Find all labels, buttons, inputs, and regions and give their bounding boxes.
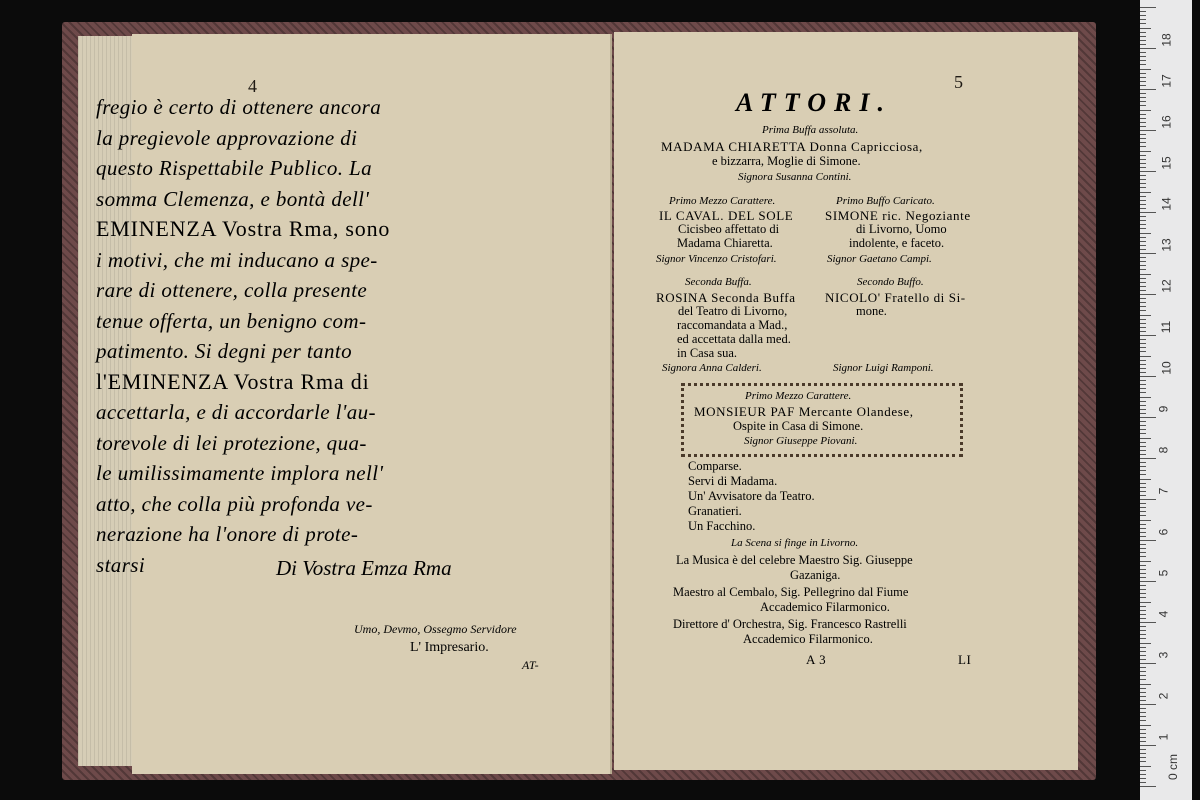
ruler-tick bbox=[1140, 458, 1156, 459]
ruler-tick bbox=[1140, 220, 1146, 221]
closing-formula: Di Vostra Emza Rma bbox=[276, 556, 452, 580]
ruler-tick bbox=[1140, 327, 1146, 328]
ruler-tick bbox=[1140, 315, 1151, 316]
ruler-label: 17 bbox=[1159, 74, 1174, 88]
ruler-tick bbox=[1140, 548, 1146, 549]
ruler-tick bbox=[1140, 224, 1146, 225]
left-page-text bbox=[96, 92, 526, 580]
extras-item: Comparse. bbox=[688, 459, 742, 473]
singer-name: Signor Giuseppe Piovani. bbox=[744, 435, 858, 447]
ruler-tick bbox=[1140, 151, 1151, 152]
ruler-tick bbox=[1140, 122, 1146, 123]
ruler-tick bbox=[1140, 368, 1146, 369]
text-line: l'EMINENZA Vostra Rma di bbox=[96, 368, 370, 394]
ruler-tick bbox=[1140, 499, 1156, 500]
ruler-tick bbox=[1140, 384, 1146, 385]
ruler-tick bbox=[1140, 581, 1156, 582]
ruler-label: 13 bbox=[1159, 238, 1174, 252]
text-line: atto, che colla più profonda ve- bbox=[96, 491, 373, 516]
text-line: le umilissimamente implora nell' bbox=[96, 461, 384, 485]
scene-note: La Scena si finge in Livorno. bbox=[731, 537, 859, 549]
ruler-tick bbox=[1140, 602, 1151, 603]
ruler-tick bbox=[1140, 786, 1156, 787]
ruler-tick bbox=[1140, 204, 1146, 205]
ruler-tick bbox=[1140, 454, 1146, 455]
role-name: SIMONE ric. Negoziante bbox=[825, 208, 971, 223]
ruler-tick bbox=[1140, 515, 1146, 516]
ruler-tick bbox=[1140, 261, 1146, 262]
ruler-tick bbox=[1140, 155, 1146, 156]
ruler-tick bbox=[1140, 192, 1151, 193]
ruler-tick bbox=[1140, 77, 1146, 78]
singer-name: Signora Susanna Contini. bbox=[738, 171, 852, 183]
ruler-tick bbox=[1140, 237, 1146, 238]
ruler-tick bbox=[1140, 32, 1146, 33]
ruler-tick bbox=[1140, 643, 1151, 644]
ruler-tick bbox=[1140, 556, 1146, 557]
ruler-tick bbox=[1140, 634, 1146, 635]
ruler-tick bbox=[1140, 421, 1146, 422]
ruler-tick bbox=[1140, 110, 1151, 111]
signature: L' Impresario. bbox=[410, 640, 489, 655]
role-name: ROSINA Seconda Buffa bbox=[656, 290, 796, 305]
ruler-tick bbox=[1140, 69, 1151, 70]
signature-line: Umo, Devmo, Ossegmo Servidore bbox=[354, 622, 517, 636]
ruler-label: 0 cm bbox=[1166, 753, 1181, 781]
ruler-tick bbox=[1140, 245, 1146, 246]
ruler-tick bbox=[1140, 183, 1146, 184]
ruler-tick bbox=[1140, 118, 1146, 119]
role-description: mone. bbox=[856, 304, 887, 318]
ruler-tick bbox=[1140, 733, 1146, 734]
ruler-tick bbox=[1140, 671, 1146, 672]
ruler-tick bbox=[1140, 93, 1146, 94]
ruler-tick bbox=[1140, 298, 1146, 299]
ruler-tick bbox=[1140, 610, 1146, 611]
ruler-tick bbox=[1140, 7, 1156, 8]
ruler-tick bbox=[1140, 589, 1146, 590]
ruler-tick bbox=[1140, 761, 1146, 762]
ruler-tick bbox=[1140, 101, 1146, 102]
ruler-tick bbox=[1140, 655, 1146, 656]
ruler-tick bbox=[1140, 171, 1156, 172]
ruler-tick bbox=[1140, 323, 1146, 324]
credit-line: Maestro al Cembalo, Sig. Pellegrino dal Fiume bbox=[673, 585, 909, 599]
text-line: nerazione ha l'onore di prote- bbox=[96, 522, 359, 546]
ruler-tick bbox=[1140, 15, 1146, 16]
ruler-tick bbox=[1140, 692, 1146, 693]
role-heading: Primo Mezzo Carattere. bbox=[745, 390, 852, 402]
ruler-tick bbox=[1140, 331, 1146, 332]
role-description: Madama Chiaretta. bbox=[677, 236, 773, 250]
ruler-tick bbox=[1140, 60, 1146, 61]
ruler-tick bbox=[1140, 716, 1146, 717]
credit-line: Accademico Filarmonico. bbox=[743, 632, 873, 646]
ruler-tick bbox=[1140, 638, 1146, 639]
ruler-tick bbox=[1140, 704, 1156, 705]
ruler-tick bbox=[1140, 397, 1151, 398]
ruler-tick bbox=[1140, 208, 1146, 209]
ruler-tick bbox=[1140, 540, 1156, 541]
ruler-tick bbox=[1140, 618, 1146, 619]
ruler-tick bbox=[1140, 425, 1146, 426]
ruler-tick bbox=[1140, 470, 1146, 471]
ruler-tick bbox=[1140, 511, 1146, 512]
ruler-tick bbox=[1140, 52, 1146, 53]
ruler-tick bbox=[1140, 766, 1151, 767]
ruler-tick bbox=[1140, 105, 1146, 106]
role-description: e bizzarra, Moglie di Simone. bbox=[712, 154, 861, 168]
ruler-tick bbox=[1140, 647, 1146, 648]
ruler-tick bbox=[1140, 196, 1146, 197]
ruler-tick bbox=[1140, 356, 1151, 357]
ruler-tick bbox=[1140, 274, 1151, 275]
ruler-tick bbox=[1140, 351, 1146, 352]
ruler-label: 15 bbox=[1159, 156, 1174, 170]
ruler-tick bbox=[1140, 593, 1146, 594]
ruler-tick bbox=[1140, 417, 1156, 418]
ruler-tick bbox=[1140, 720, 1146, 721]
ruler-tick bbox=[1140, 376, 1156, 377]
ruler-tick bbox=[1140, 536, 1146, 537]
ruler-tick bbox=[1140, 360, 1146, 361]
role-description: ed accettata dalla med. bbox=[677, 332, 791, 346]
ruler-tick bbox=[1140, 269, 1146, 270]
ruler-tick bbox=[1140, 380, 1146, 381]
text-line: EMINENZA Vostra Rma, sono bbox=[96, 216, 391, 241]
extras-item: Un' Avvisatore da Teatro. bbox=[688, 489, 815, 503]
ruler-tick bbox=[1140, 388, 1146, 389]
ruler-tick bbox=[1140, 495, 1146, 496]
ruler-tick bbox=[1140, 507, 1146, 508]
ruler-tick bbox=[1140, 249, 1146, 250]
ruler-tick bbox=[1140, 257, 1146, 258]
ruler-tick bbox=[1140, 466, 1146, 467]
ruler-tick bbox=[1140, 573, 1146, 574]
ruler-tick bbox=[1140, 339, 1146, 340]
ruler-tick bbox=[1140, 446, 1146, 447]
text-line: torevole di lei protezione, qua- bbox=[96, 430, 367, 455]
ruler-tick bbox=[1140, 40, 1146, 41]
text-line: patimento. Si degni per tanto bbox=[96, 339, 352, 363]
ruler-tick bbox=[1140, 708, 1146, 709]
ruler-tick bbox=[1140, 409, 1146, 410]
ruler-label: 16 bbox=[1159, 115, 1174, 129]
ruler-tick bbox=[1140, 429, 1146, 430]
ruler-tick bbox=[1140, 565, 1146, 566]
ruler-tick bbox=[1140, 622, 1156, 623]
role-heading: Prima Buffa assoluta. bbox=[762, 124, 859, 136]
singer-name: Signora Anna Calderi. bbox=[662, 362, 762, 374]
ruler-tick bbox=[1140, 626, 1146, 627]
ruler-tick bbox=[1140, 651, 1146, 652]
ruler-tick bbox=[1140, 130, 1156, 131]
ruler-tick bbox=[1140, 343, 1146, 344]
ruler-tick bbox=[1140, 675, 1146, 676]
ruler-tick bbox=[1140, 228, 1146, 229]
ruler-tick bbox=[1140, 142, 1146, 143]
ruler-tick bbox=[1140, 474, 1146, 475]
ruler-tick bbox=[1140, 81, 1146, 82]
singer-name: Signor Luigi Ramponi. bbox=[833, 362, 934, 374]
ruler-tick bbox=[1140, 175, 1146, 176]
ruler-tick bbox=[1140, 56, 1146, 57]
ruler-tick bbox=[1140, 667, 1146, 668]
credit-line: La Musica è del celebre Maestro Sig. Giuseppe bbox=[676, 553, 913, 567]
role-description: Ospite in Casa di Simone. bbox=[733, 419, 864, 433]
ruler-label: 5 bbox=[1156, 569, 1171, 577]
ruler-tick bbox=[1140, 532, 1146, 533]
ruler-tick bbox=[1140, 597, 1146, 598]
credit-line: Gazaniga. bbox=[790, 568, 841, 582]
role-description: indolente, e faceto. bbox=[849, 236, 945, 250]
credit-line: Accademico Filarmonico. bbox=[760, 600, 890, 614]
ruler-tick bbox=[1140, 200, 1146, 201]
ruler-tick bbox=[1140, 491, 1146, 492]
ruler-tick bbox=[1140, 741, 1146, 742]
ruler-tick bbox=[1140, 770, 1146, 771]
ruler-tick bbox=[1140, 659, 1146, 660]
ruler-tick bbox=[1140, 606, 1146, 607]
extras-item: Un Facchino. bbox=[688, 519, 756, 533]
role-name: MADAMA CHIARETTA Donna Capricciosa, bbox=[661, 139, 923, 154]
role-description: in Casa sua. bbox=[677, 346, 738, 360]
ruler-label: 9 bbox=[1156, 405, 1171, 413]
text-line: tenue offerta, un benigno com- bbox=[96, 308, 367, 333]
ruler-tick bbox=[1140, 126, 1146, 127]
ruler-tick bbox=[1140, 372, 1146, 373]
ruler-label: 1 bbox=[1156, 733, 1171, 741]
ruler-label: 14 bbox=[1159, 197, 1174, 211]
ruler-label: 3 bbox=[1156, 651, 1171, 659]
ruler-tick bbox=[1140, 585, 1146, 586]
role-heading: Secondo Buffo. bbox=[857, 276, 924, 288]
ruler-tick bbox=[1140, 753, 1146, 754]
ruler-tick bbox=[1140, 44, 1146, 45]
ruler-tick bbox=[1140, 97, 1146, 98]
credit-line: Direttore d' Orchestra, Sig. Francesco Rastrelli bbox=[673, 617, 907, 631]
ruler-tick bbox=[1140, 23, 1146, 24]
ruler-tick bbox=[1140, 614, 1146, 615]
ruler-tick bbox=[1140, 233, 1151, 234]
ruler-tick bbox=[1140, 696, 1146, 697]
ruler-tick bbox=[1140, 528, 1146, 529]
ruler-tick bbox=[1140, 290, 1146, 291]
ruler-tick bbox=[1140, 462, 1146, 463]
measuring-ruler bbox=[1140, 0, 1192, 800]
ruler-tick bbox=[1140, 569, 1146, 570]
ruler-tick bbox=[1140, 520, 1151, 521]
ruler-tick bbox=[1140, 684, 1151, 685]
ruler-tick bbox=[1140, 179, 1146, 180]
role-name: IL CAVAL. DEL SOLE bbox=[659, 208, 794, 223]
ruler-tick bbox=[1140, 294, 1156, 295]
ruler-tick bbox=[1140, 503, 1146, 504]
text-line: i motivi, che mi inducano a spe- bbox=[96, 247, 378, 272]
ruler-tick bbox=[1140, 282, 1146, 283]
signature-mark: A 3 bbox=[806, 652, 827, 667]
ruler-tick bbox=[1140, 778, 1146, 779]
ruler-label: 12 bbox=[1159, 279, 1174, 293]
ruler-tick bbox=[1140, 138, 1146, 139]
ruler-tick bbox=[1140, 11, 1146, 12]
extras-item: Granatieri. bbox=[688, 504, 742, 518]
ruler-tick bbox=[1140, 782, 1146, 783]
ruler-tick bbox=[1140, 216, 1146, 217]
ruler-label: 18 bbox=[1159, 33, 1174, 47]
text-line: fregio è certo di ottenere ancora bbox=[96, 95, 382, 119]
ruler-tick bbox=[1140, 163, 1146, 164]
ruler-tick bbox=[1140, 146, 1146, 147]
role-description: di Livorno, Uomo bbox=[856, 222, 947, 236]
ruler-tick bbox=[1140, 364, 1146, 365]
ruler-label: 6 bbox=[1156, 528, 1171, 536]
role-name: NICOLO' Fratello di Si- bbox=[825, 290, 966, 305]
ruler-tick bbox=[1140, 442, 1146, 443]
ruler-tick bbox=[1140, 630, 1146, 631]
ruler-tick bbox=[1140, 306, 1146, 307]
ruler-tick bbox=[1140, 663, 1156, 664]
text-line: somma Clemenza, e bontà dell' bbox=[96, 186, 370, 211]
ruler-tick bbox=[1140, 450, 1146, 451]
ruler-tick bbox=[1140, 577, 1146, 578]
ruler-tick bbox=[1140, 725, 1151, 726]
ruler-tick bbox=[1140, 73, 1146, 74]
ruler-tick bbox=[1140, 749, 1146, 750]
ruler-label: 8 bbox=[1156, 446, 1171, 454]
ruler-tick bbox=[1140, 438, 1151, 439]
text-line: starsi bbox=[96, 552, 146, 577]
ruler-label: 11 bbox=[1159, 320, 1174, 334]
ruler-tick bbox=[1140, 134, 1146, 135]
role-description: Cicisbeo affettato di bbox=[678, 222, 780, 236]
ruler-tick bbox=[1140, 89, 1156, 90]
ruler-label: 4 bbox=[1156, 610, 1171, 618]
ruler-tick bbox=[1140, 392, 1146, 393]
ruler-tick bbox=[1140, 286, 1146, 287]
ruler-tick bbox=[1140, 48, 1156, 49]
extras-item: Servi di Madama. bbox=[688, 474, 778, 488]
ruler-tick bbox=[1140, 265, 1146, 266]
ruler-tick bbox=[1140, 114, 1146, 115]
ruler-tick bbox=[1140, 433, 1146, 434]
ruler-tick bbox=[1140, 688, 1146, 689]
ruler-tick bbox=[1140, 405, 1146, 406]
ruler-tick bbox=[1140, 487, 1146, 488]
role-heading: Seconda Buffa. bbox=[685, 276, 752, 288]
ruler-tick bbox=[1140, 319, 1146, 320]
ruler-tick bbox=[1140, 19, 1146, 20]
ruler-tick bbox=[1140, 187, 1146, 188]
role-heading: Primo Buffo Caricato. bbox=[836, 195, 935, 207]
role-description: del Teatro di Livorno, bbox=[678, 304, 788, 318]
role-description: raccomandata a Mad., bbox=[677, 318, 788, 332]
ruler-tick bbox=[1140, 64, 1146, 65]
ruler-tick bbox=[1140, 335, 1156, 336]
ruler-tick bbox=[1140, 745, 1156, 746]
ruler-tick bbox=[1140, 310, 1146, 311]
role-heading: Primo Mezzo Carattere. bbox=[669, 195, 776, 207]
catchword: AT- bbox=[522, 658, 539, 672]
ruler-tick bbox=[1140, 85, 1146, 86]
text-line: la pregievole approvazione di bbox=[96, 125, 358, 150]
left-page-number: 4 bbox=[248, 76, 257, 96]
ruler-tick bbox=[1140, 413, 1146, 414]
ruler-tick bbox=[1140, 212, 1156, 213]
ruler-tick bbox=[1140, 524, 1146, 525]
ruler-tick bbox=[1140, 302, 1146, 303]
ruler-tick bbox=[1140, 561, 1151, 562]
ruler-tick bbox=[1140, 28, 1151, 29]
text-line: accettarla, e di accordarle l'au- bbox=[96, 400, 376, 424]
catchword: LI bbox=[958, 652, 972, 667]
ruler-tick bbox=[1140, 737, 1146, 738]
ruler-tick bbox=[1140, 401, 1146, 402]
role-name: MONSIEUR PAF Mercante Olandese, bbox=[694, 404, 914, 419]
singer-name: Signor Vincenzo Cristofari. bbox=[656, 253, 777, 265]
ruler-tick bbox=[1140, 679, 1146, 680]
ruler-label: 10 bbox=[1159, 361, 1174, 375]
ruler-tick bbox=[1140, 712, 1146, 713]
ruler-tick bbox=[1140, 479, 1151, 480]
ruler-tick bbox=[1140, 483, 1146, 484]
ruler-tick bbox=[1140, 167, 1146, 168]
ruler-tick bbox=[1140, 774, 1146, 775]
text-line: questo Rispettabile Publico. La bbox=[96, 156, 373, 180]
singer-name: Signor Gaetano Campi. bbox=[827, 253, 932, 265]
right-page-number: 5 bbox=[954, 72, 963, 92]
ruler-tick bbox=[1140, 36, 1146, 37]
ruler-tick bbox=[1140, 544, 1146, 545]
ruler-tick bbox=[1140, 159, 1146, 160]
ruler-label: 2 bbox=[1156, 692, 1171, 700]
ruler-label: 7 bbox=[1156, 487, 1171, 495]
ruler-tick bbox=[1140, 757, 1146, 758]
ruler-tick bbox=[1140, 241, 1146, 242]
ruler-tick bbox=[1140, 347, 1146, 348]
ruler-tick bbox=[1140, 700, 1146, 701]
text-line: rare di ottenere, colla presente bbox=[96, 278, 368, 302]
ruler-tick bbox=[1140, 253, 1156, 254]
ruler-tick bbox=[1140, 729, 1146, 730]
ruler-tick bbox=[1140, 278, 1146, 279]
cast-title: ATTORI. bbox=[736, 88, 892, 117]
ruler-tick bbox=[1140, 552, 1146, 553]
